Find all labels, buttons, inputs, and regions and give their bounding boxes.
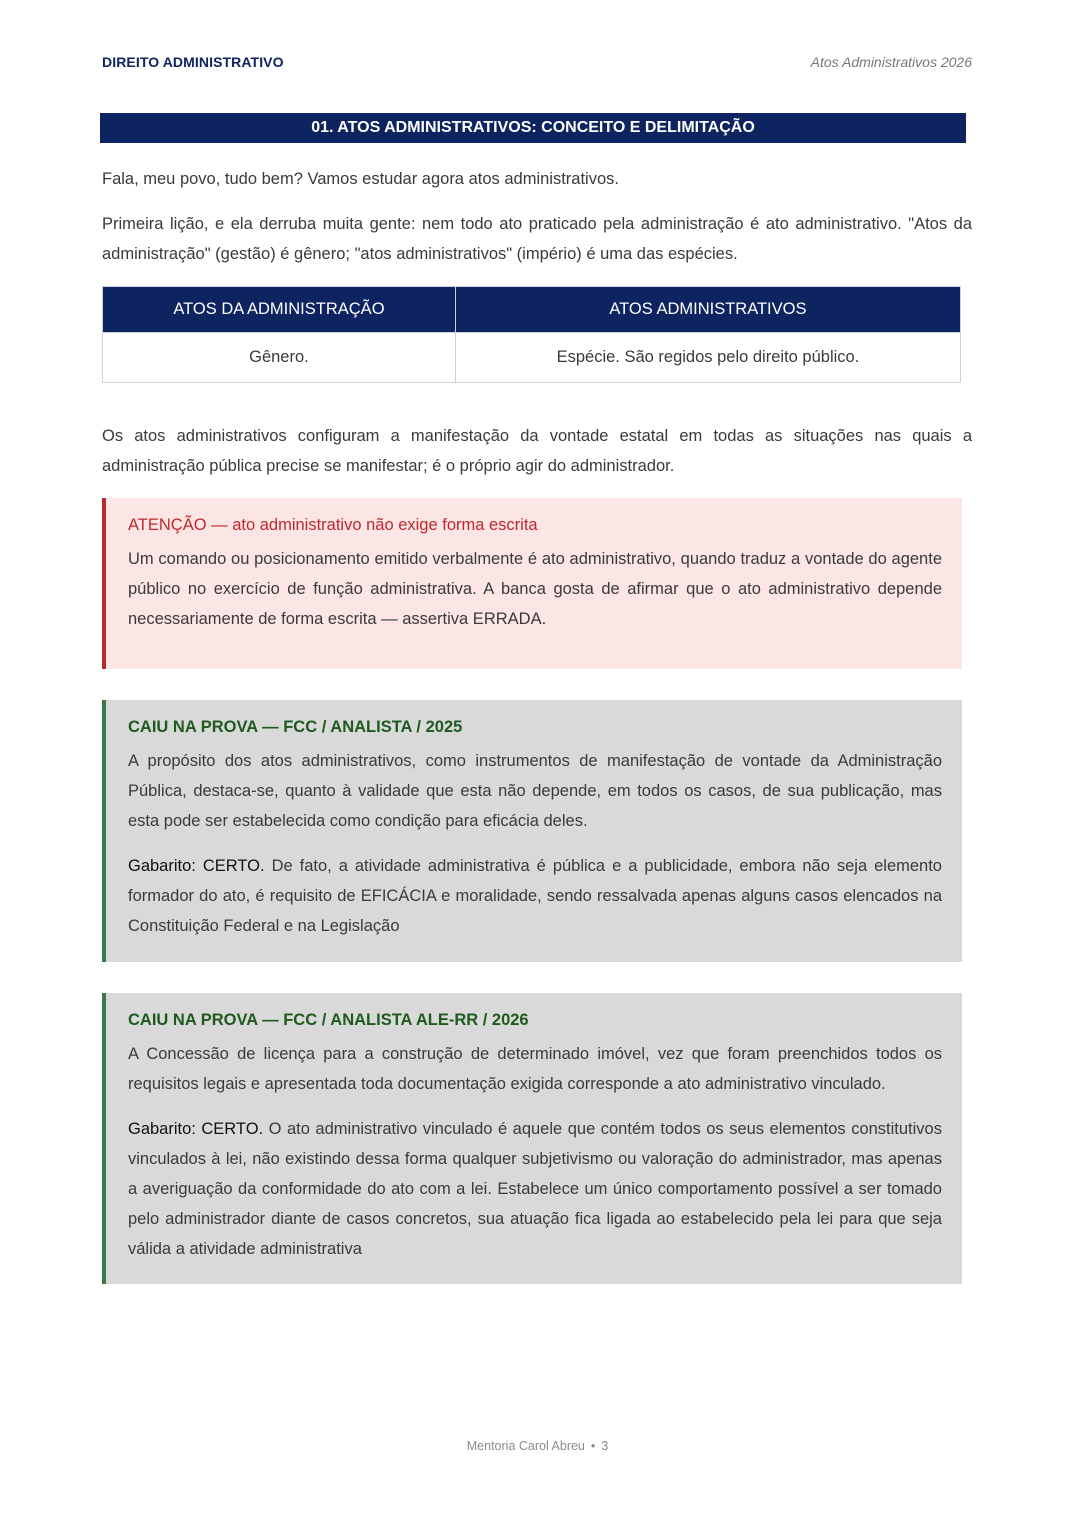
page-footer bbox=[0, 1439, 1075, 1453]
footer-separator: • bbox=[590, 1439, 596, 1453]
attention-text: Um comando ou posicionamento emitido verbalmente é ato administrativo, quando traduz a vontade do agente público no exercício de função administrativa. A banca gosta de afirmar que o ato administrativo depende necessariamente de forma escrita — assertiva ERRADA. bbox=[128, 550, 942, 628]
table-header-cell: ATOS DA ADMINISTRAÇÃO bbox=[103, 287, 456, 333]
exam-title: CAIU NA PROVA — FCC / ANALISTA / 2025 bbox=[128, 718, 463, 736]
attention-box bbox=[102, 498, 962, 669]
table-header-row bbox=[103, 287, 961, 333]
table-cell: Gênero. bbox=[103, 333, 456, 383]
answer-label: Gabarito: CERTO. bbox=[128, 1120, 264, 1138]
comparison-table bbox=[102, 286, 961, 383]
intro-paragraph-1: Fala, meu povo, tudo bem? Vamos estudar agora atos administrativos. bbox=[102, 170, 619, 188]
section-title: 01. ATOS ADMINISTRATIVOS: CONCEITO E DELIMITAÇÃO bbox=[100, 113, 966, 143]
table-cell: Espécie. São regidos pelo direito público. bbox=[455, 333, 960, 383]
footer-author: Mentoria Carol Abreu bbox=[466, 1439, 585, 1453]
exam-answer bbox=[128, 851, 942, 941]
answer-text: De fato, a atividade administrativa é pública e a publicidade, embora não seja elemento formador do ato, é requisito de EFICÁCIA e moralidade, sendo ressalvada apenas alguns casos elencados na Constituição Federal e na Legislação bbox=[128, 857, 942, 935]
table-row bbox=[103, 333, 961, 383]
exam-question: A Concessão de licença para a construção de determinado imóvel, vez que foram preenchidos todos os requisitos legais e apresentada toda documentação exigida corresponde a ato administrativo vinculado. bbox=[128, 1045, 942, 1093]
attention-title: ATENÇÃO — ato administrativo não exige forma escrita bbox=[128, 516, 538, 534]
answer-text: O ato administrativo vinculado é aquele que contém todos os seus elementos constitutivos vinculados à lei, não existindo dessa forma qualquer subjetivismo ou valoração do administrador, mas apenas a averiguação da conformidade do ato com a lei. Estabelece um único comportamento possível a ser tomado pelo administrador diante de casos concretos, sua atuação fica ligada ao estabelecido pela lei para que seja válida a atividade administrativa bbox=[128, 1120, 942, 1258]
header-doc-title: Atos Administrativos 2026 bbox=[810, 54, 972, 70]
exam-question: A propósito dos atos administrativos, como instrumentos de manifestação de vontade da Administração Pública, destaca-se, quanto à validade que esta não depende, em todos os casos, de sua publicação, mas esta pode ser estabelecida como condição para eficácia deles. bbox=[128, 752, 942, 830]
answer-label: Gabarito: CERTO. bbox=[128, 857, 265, 875]
intro-paragraph-2: Primeira lição, e ela derruba muita gente: nem todo ato praticado pela administração é ato administrativo. "Atos da administração" (gestão) é gênero; "atos administrativos" (império) é uma das espécies. bbox=[102, 215, 972, 263]
body-paragraph: Os atos administrativos configuram a manifestação da vontade estatal em todas as situações nas quais a administração pública precise se manifestar; é o próprio agir do administrador. bbox=[102, 427, 972, 475]
header-subject: DIREITO ADMINISTRATIVO bbox=[102, 54, 284, 70]
exam-box-2 bbox=[102, 993, 962, 1284]
page-number: 3 bbox=[601, 1439, 609, 1453]
exam-title: CAIU NA PROVA — FCC / ANALISTA ALE-RR / 2026 bbox=[128, 1011, 529, 1029]
exam-box-1 bbox=[102, 700, 962, 962]
exam-answer bbox=[128, 1114, 942, 1264]
table-header-cell: ATOS ADMINISTRATIVOS bbox=[455, 287, 960, 333]
